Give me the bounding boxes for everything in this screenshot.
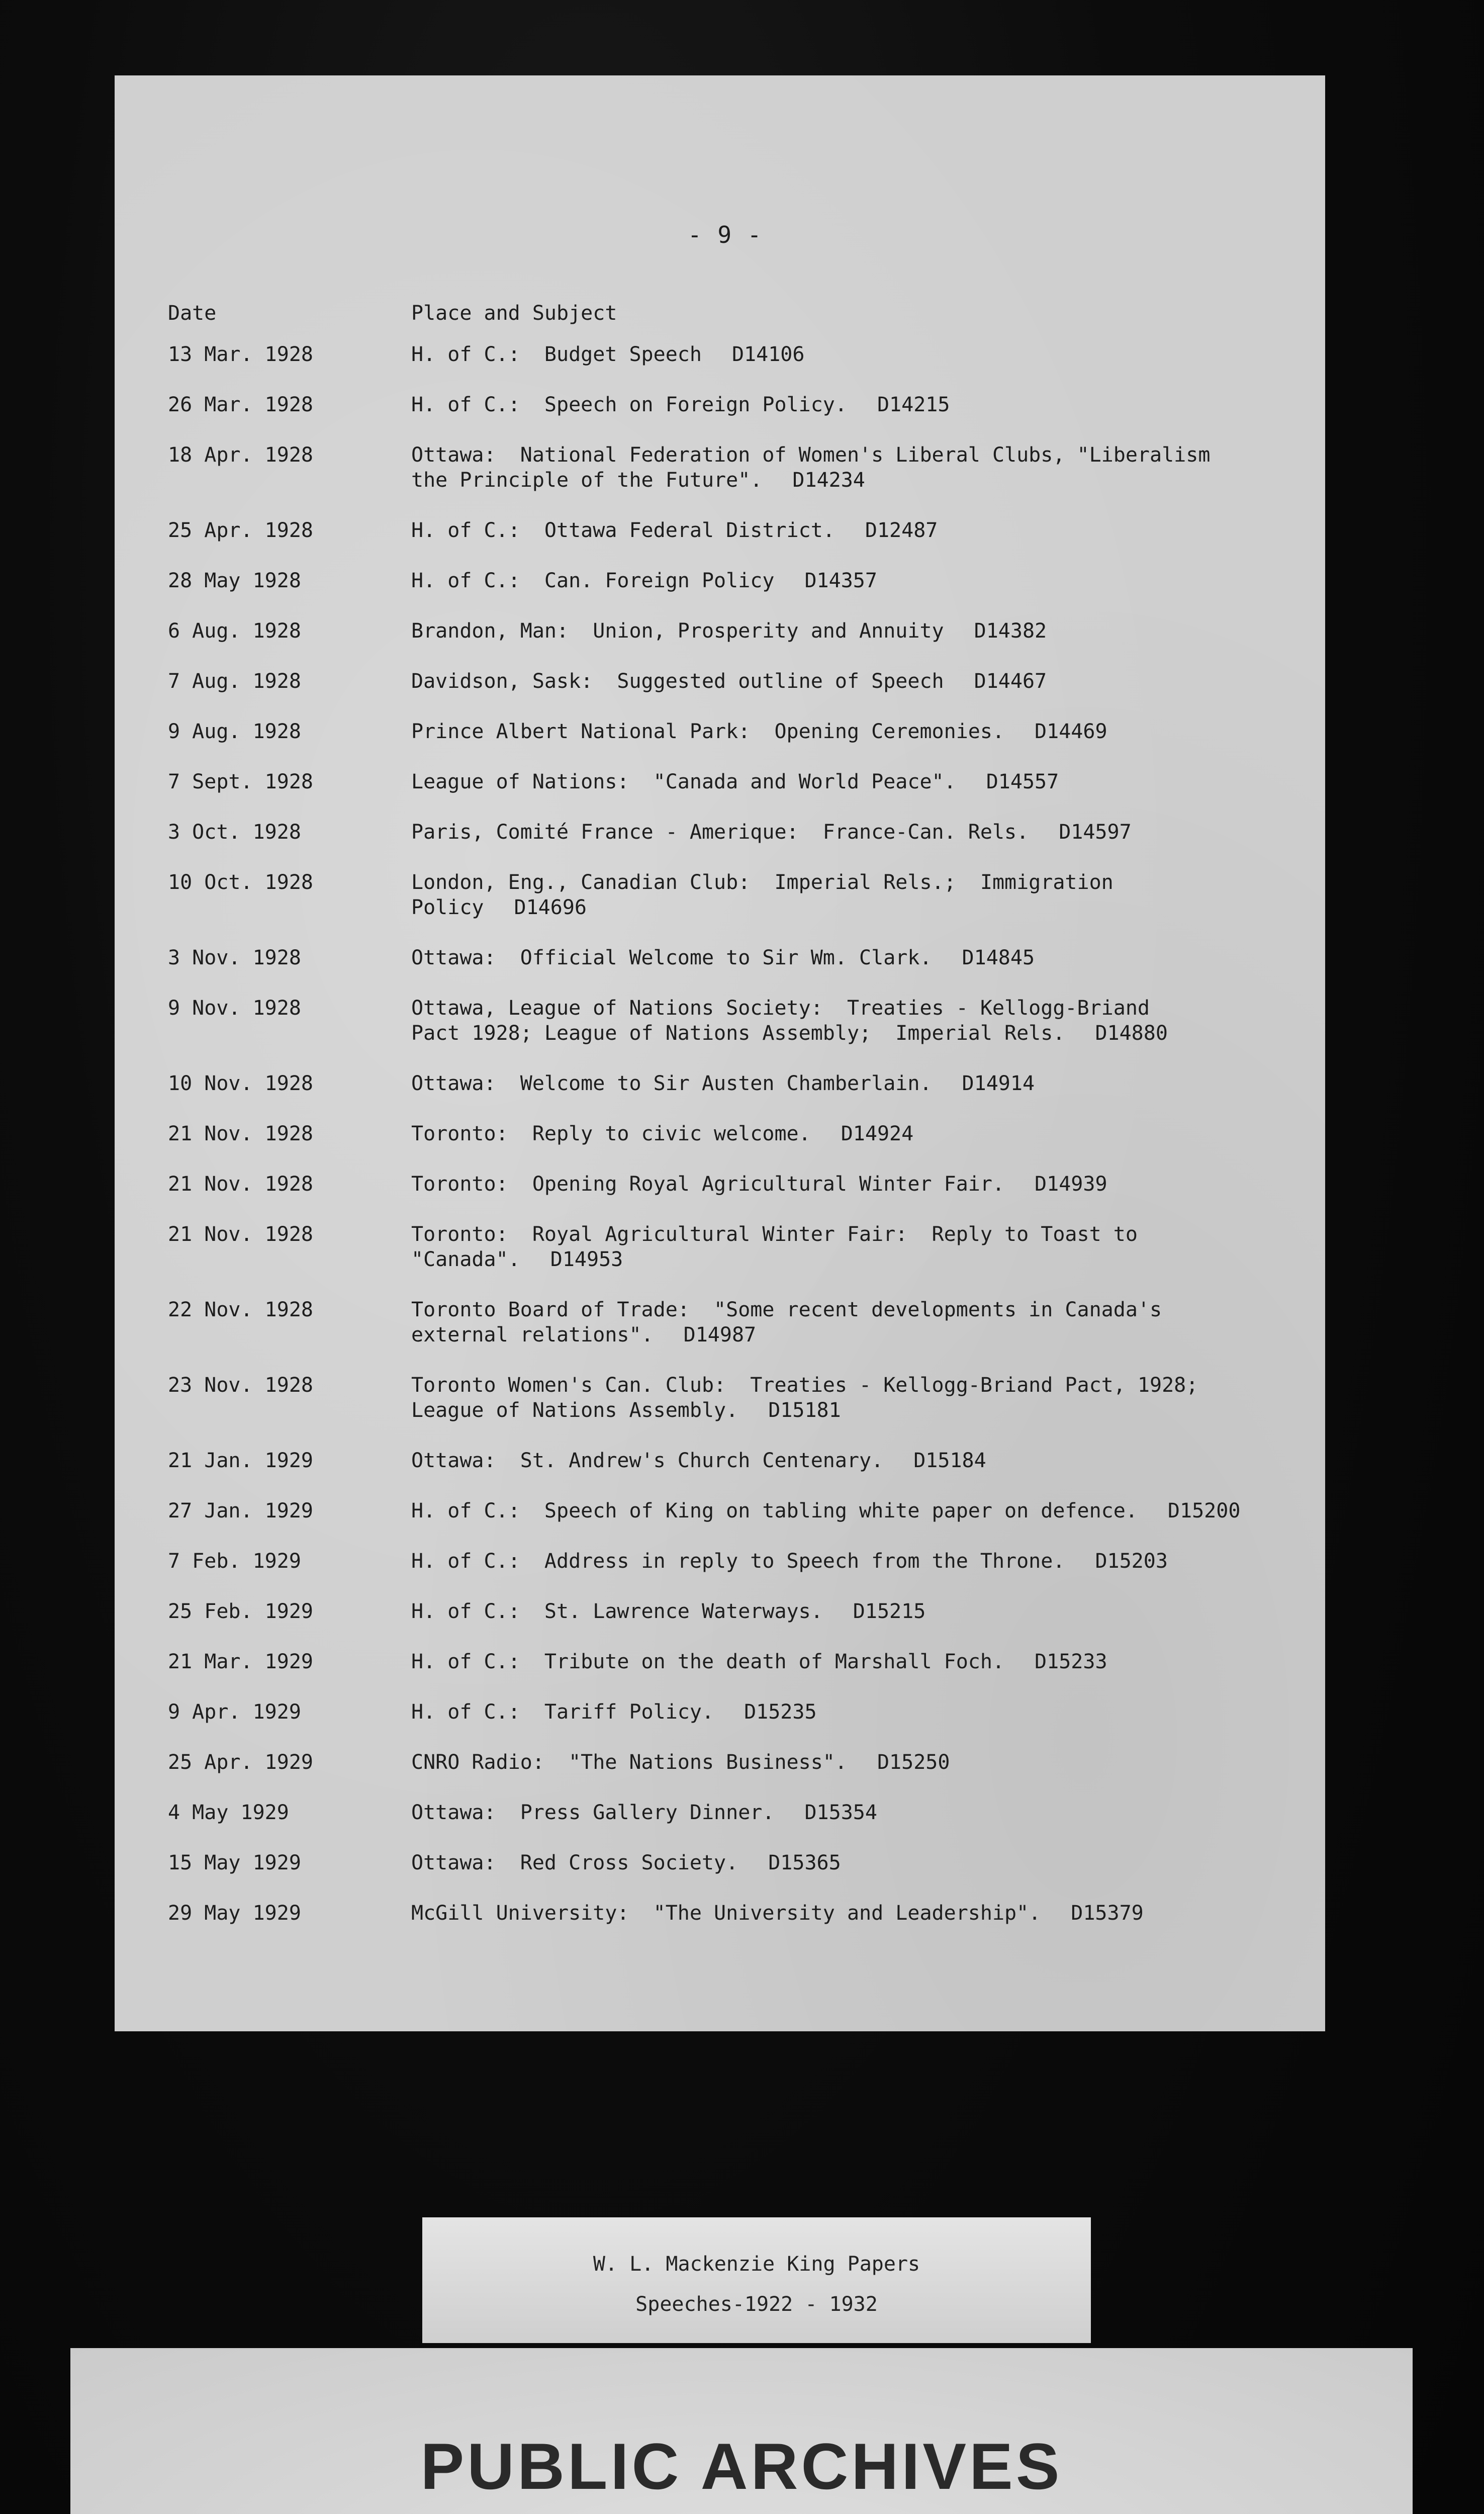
entry-date: 9 Aug. 1928 xyxy=(168,720,301,743)
entry-subject xyxy=(411,769,1276,794)
entry-subject-text: London, Eng., Canadian Club: Imperial Rels.; Immigration Policy xyxy=(411,871,1126,919)
entry-subject-text: Toronto Board of Trade: "Some recent developments in Canada's external relations". xyxy=(411,1298,1162,1346)
entry-reference-number: D15365 xyxy=(768,1851,841,1874)
entry-subject xyxy=(411,945,1276,970)
entry-subject xyxy=(411,568,1276,593)
entry-date: 29 May 1929 xyxy=(168,1902,301,1925)
entry-subject-text: H. of C.: Tariff Policy. xyxy=(411,1700,714,1724)
entry-subject xyxy=(411,1800,1276,1825)
entry-subject-text: H. of C.: St. Lawrence Waterways. xyxy=(411,1600,823,1623)
speech-entry xyxy=(115,1448,1325,1473)
entry-subject xyxy=(411,1297,1276,1348)
entry-date: 13 Mar. 1928 xyxy=(168,343,313,366)
entry-subject xyxy=(411,820,1276,845)
entry-reference-number: D14845 xyxy=(962,946,1035,969)
entry-date: 28 May 1928 xyxy=(168,569,301,592)
entry-reference-number: D14953 xyxy=(550,1248,623,1271)
speech-entry xyxy=(115,1599,1325,1624)
collection-label-name: W. L. Mackenzie King Papers xyxy=(593,2253,920,2276)
entry-subject-text: Brandon, Man: Union, Prosperity and Annuity xyxy=(411,619,944,643)
entry-subject-text: Ottawa, League of Nations Society: Treaties - Kellogg-Briand Pact 1928; League of Nations Assembly; Imperial Rels. xyxy=(411,997,1150,1045)
entry-reference-number: D15200 xyxy=(1167,1499,1241,1522)
entry-subject xyxy=(411,518,1276,543)
entry-reference-number: D14924 xyxy=(841,1122,914,1145)
entry-date: 7 Feb. 1929 xyxy=(168,1550,301,1573)
collection-label xyxy=(422,2217,1091,2343)
entry-date: 18 Apr. 1928 xyxy=(168,443,313,467)
entry-reference-number: D15233 xyxy=(1035,1650,1107,1673)
entry-subject-text: H. of C.: Can. Foreign Policy xyxy=(411,569,775,592)
entry-subject-text: Toronto: Reply to civic welcome. xyxy=(411,1122,811,1145)
speech-entry xyxy=(115,1750,1325,1775)
entry-subject xyxy=(411,996,1276,1046)
entry-reference-number: D14597 xyxy=(1059,821,1132,844)
entry-date: 22 Nov. 1928 xyxy=(168,1298,313,1321)
speech-entry xyxy=(115,1071,1325,1096)
entry-reference-number: D15235 xyxy=(744,1700,817,1724)
entry-subject xyxy=(411,1121,1276,1146)
entry-subject xyxy=(411,870,1276,920)
speech-entry xyxy=(115,568,1325,593)
entry-date: 9 Nov. 1928 xyxy=(168,997,301,1020)
entry-reference-number: D14469 xyxy=(1035,720,1107,743)
entry-date: 7 Aug. 1928 xyxy=(168,670,301,693)
entry-subject xyxy=(411,1901,1276,1926)
speech-entry xyxy=(115,1222,1325,1272)
speech-entry xyxy=(115,1121,1325,1146)
entry-subject-text: Ottawa: National Federation of Women's Liberal Clubs, "Liberalism the Principle of the Future". xyxy=(411,443,1211,492)
entry-reference-number: D14234 xyxy=(792,469,865,492)
entry-subject-text: Davidson, Sask: Suggested outline of Speech xyxy=(411,670,944,693)
entry-reference-number: D14987 xyxy=(683,1323,757,1346)
entry-reference-number: D14557 xyxy=(986,770,1059,793)
entry-subject-text: Prince Albert National Park: Opening Ceremonies. xyxy=(411,720,1005,743)
speech-entry xyxy=(115,342,1325,367)
entry-subject-text: H. of C.: Speech on Foreign Policy. xyxy=(411,393,847,416)
date-column-header: Date xyxy=(168,302,217,325)
entry-reference-number: D14106 xyxy=(731,343,805,366)
entry-subject-text: Paris, Comité France - Amerique: France-Can. Rels. xyxy=(411,821,1029,844)
speech-entry xyxy=(115,669,1325,694)
entry-subject xyxy=(411,1599,1276,1624)
speech-entry xyxy=(115,719,1325,744)
speech-entry xyxy=(115,518,1325,543)
entry-subject-text: Ottawa: Welcome to Sir Austen Chamberlain. xyxy=(411,1072,932,1095)
speech-entry xyxy=(115,769,1325,794)
entry-subject xyxy=(411,1071,1276,1096)
entry-date: 3 Nov. 1928 xyxy=(168,946,301,969)
entry-subject-text: Toronto: Opening Royal Agricultural Winter Fair. xyxy=(411,1173,1005,1196)
entry-subject-text: League of Nations: "Canada and World Peace". xyxy=(411,770,956,793)
entry-date: 21 Nov. 1928 xyxy=(168,1173,313,1196)
speech-entry xyxy=(115,1850,1325,1875)
speech-entry xyxy=(115,1901,1325,1926)
entry-date: 21 Mar. 1929 xyxy=(168,1650,313,1673)
entry-subject-text: Toronto Women's Can. Club: Treaties - Kellogg-Briand Pact, 1928; League of Nations Assembly. xyxy=(411,1374,1198,1422)
speech-entry xyxy=(115,1297,1325,1348)
entry-subject-text: McGill University: "The University and Leadership". xyxy=(411,1902,1041,1925)
entry-reference-number: D15354 xyxy=(804,1801,877,1824)
entry-subject-text: H. of C.: Budget Speech xyxy=(411,343,702,366)
archive-stamp-label xyxy=(70,2348,1413,2514)
speech-entry xyxy=(115,870,1325,920)
speech-entry xyxy=(115,1800,1325,1825)
entry-date: 15 May 1929 xyxy=(168,1851,301,1874)
collection-label-series: Speeches-1922 - 1932 xyxy=(635,2293,878,2316)
entry-subject-text: H. of C.: Address in reply to Speech from the Throne. xyxy=(411,1550,1065,1573)
entry-date: 10 Oct. 1928 xyxy=(168,871,313,894)
entry-subject xyxy=(411,1373,1276,1423)
entry-reference-number: D15184 xyxy=(913,1449,986,1472)
entry-reference-number: D15379 xyxy=(1071,1902,1144,1925)
page-number: - 9 - xyxy=(688,221,763,248)
entry-date: 10 Nov. 1928 xyxy=(168,1072,313,1095)
entry-date: 27 Jan. 1929 xyxy=(168,1499,313,1522)
entry-subject xyxy=(411,1498,1276,1523)
entry-subject xyxy=(411,1699,1276,1725)
place-subject-column-header: Place and Subject xyxy=(411,302,617,325)
entry-reference-number: D12487 xyxy=(865,519,938,542)
entry-subject xyxy=(411,342,1276,367)
entry-date: 3 Oct. 1928 xyxy=(168,821,301,844)
entry-date: 9 Apr. 1929 xyxy=(168,1700,301,1724)
archive-label-english: PUBLIC ARCHIVES xyxy=(420,2430,1063,2503)
entry-reference-number: D14382 xyxy=(974,619,1047,643)
speech-entry xyxy=(115,820,1325,845)
entry-subject xyxy=(411,1850,1276,1875)
entry-subject xyxy=(411,1649,1276,1674)
entry-subject-text: H. of C.: Speech of King on tabling white paper on defence. xyxy=(411,1499,1138,1522)
entry-date: 21 Nov. 1928 xyxy=(168,1122,313,1145)
speech-entry xyxy=(115,618,1325,644)
speech-entry xyxy=(115,996,1325,1046)
entry-reference-number: D15181 xyxy=(768,1399,841,1422)
entry-subject-text: CNRO Radio: "The Nations Business". xyxy=(411,1751,847,1774)
speech-entry xyxy=(115,1549,1325,1574)
entry-subject-text: Ottawa: Press Gallery Dinner. xyxy=(411,1801,775,1824)
entry-date: 25 Apr. 1928 xyxy=(168,519,313,542)
entry-date: 25 Feb. 1929 xyxy=(168,1600,313,1623)
entry-subject-text: H. of C.: Ottawa Federal District. xyxy=(411,519,835,542)
entry-date: 21 Nov. 1928 xyxy=(168,1223,313,1246)
entry-subject-text: H. of C.: Tribute on the death of Marshall Foch. xyxy=(411,1650,1005,1673)
entry-date: 7 Sept. 1928 xyxy=(168,770,313,793)
entry-reference-number: D14880 xyxy=(1095,1022,1168,1045)
document-page xyxy=(115,75,1325,2031)
entry-subject xyxy=(411,1448,1276,1473)
entry-subject xyxy=(411,1549,1276,1574)
entry-reference-number: D15203 xyxy=(1095,1550,1168,1573)
entry-reference-number: D14467 xyxy=(974,670,1047,693)
entry-subject xyxy=(411,1172,1276,1197)
speech-entry xyxy=(115,1172,1325,1197)
entry-subject-text: Ottawa: St. Andrew's Church Centenary. xyxy=(411,1449,884,1472)
entry-reference-number: D15215 xyxy=(853,1600,926,1623)
entry-reference-number: D15250 xyxy=(877,1751,950,1774)
speech-entry xyxy=(115,1699,1325,1725)
entry-reference-number: D14215 xyxy=(877,393,950,416)
entry-reference-number: D14357 xyxy=(804,569,877,592)
entry-reference-number: D14914 xyxy=(962,1072,1035,1095)
speech-entry xyxy=(115,392,1325,417)
entry-date: 4 May 1929 xyxy=(168,1801,289,1824)
speech-list xyxy=(115,342,1325,1951)
speech-entry xyxy=(115,442,1325,493)
entry-date: 26 Mar. 1928 xyxy=(168,393,313,416)
entry-subject-text: Toronto: Royal Agricultural Winter Fair: Reply to Toast to "Canada". xyxy=(411,1223,1138,1271)
entry-subject-text: Ottawa: Official Welcome to Sir Wm. Clark. xyxy=(411,946,932,969)
speech-entry xyxy=(115,945,1325,970)
speech-entry xyxy=(115,1649,1325,1674)
speech-entry xyxy=(115,1373,1325,1423)
entry-subject xyxy=(411,1222,1276,1272)
entry-subject xyxy=(411,669,1276,694)
entry-subject xyxy=(411,442,1276,493)
entry-subject xyxy=(411,618,1276,644)
entry-date: 21 Jan. 1929 xyxy=(168,1449,313,1472)
entry-date: 23 Nov. 1928 xyxy=(168,1374,313,1397)
entry-reference-number: D14939 xyxy=(1035,1173,1107,1196)
entry-subject xyxy=(411,1750,1276,1775)
entry-subject xyxy=(411,719,1276,744)
entry-subject xyxy=(411,392,1276,417)
entry-reference-number: D14696 xyxy=(514,896,587,919)
entry-subject-text: Ottawa: Red Cross Society. xyxy=(411,1851,738,1874)
entry-date: 6 Aug. 1928 xyxy=(168,619,301,643)
entry-date: 25 Apr. 1929 xyxy=(168,1751,313,1774)
speech-entry xyxy=(115,1498,1325,1523)
